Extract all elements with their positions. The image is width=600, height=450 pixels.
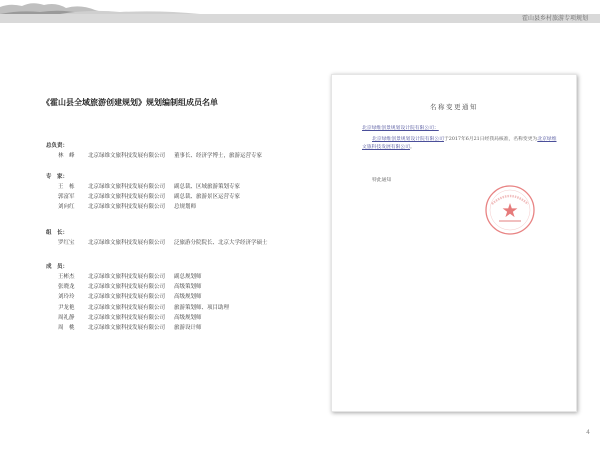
notice-closing: 特此通知 <box>372 178 392 183</box>
member-company: 北京绿维文旅科技发展有限公司 <box>88 240 166 246</box>
document-title: 《霍山县全域旅游创建规划》规划编制组成员名单 <box>42 98 218 107</box>
member-title: 高级规划师 <box>174 294 202 301</box>
member-company: 北京绿维文旅科技发展有限公司 <box>88 304 166 311</box>
notice-old-name: 北京绿维创景规划设计院有限公司 <box>372 137 444 142</box>
notice-title: 名称变更通知 <box>430 103 478 111</box>
notice-body-end: 。 <box>409 145 415 150</box>
member-company: 北京绿维文旅科技发展有限公司 <box>88 204 166 211</box>
notice-new-name: 北京绿维文旅科技发展有限公司 <box>362 137 557 150</box>
member-company: 北京绿维文旅科技发展有限公司 <box>88 284 166 291</box>
header-band <box>0 14 600 23</box>
member-name: 王彬杰 <box>58 274 75 280</box>
member-name: 刘向红 <box>58 204 75 211</box>
member-title: 高级策划师 <box>174 284 202 291</box>
member-name: 罗红宝 <box>58 240 75 246</box>
member-company: 北京绿维文旅科技发展有限公司 <box>88 184 166 190</box>
member-name: 王 栋 <box>58 184 75 190</box>
member-company: 北京绿维文旅科技发展有限公司 <box>88 194 166 201</box>
official-seal <box>484 184 536 236</box>
member-company: 北京绿维文旅科技发展有限公司 <box>88 153 166 159</box>
notice-recipient <box>362 125 562 133</box>
member-title: 泛旅游分院院长、北京大学经济学硕士 <box>174 240 268 246</box>
section-label: 专 家： <box>46 174 69 180</box>
notice-body-mid: 于2017年6月21日经我局核准，名称变更为 <box>443 137 538 142</box>
header-title: 霍山县乡村旅游专项规划 <box>521 15 588 22</box>
member-company: 北京绿维文旅科技发展有限公司 <box>88 314 166 321</box>
notice-recipient-name: 北京绿维创景规划设计院有限公司： <box>362 126 439 131</box>
member-name: 周 桃 <box>58 325 75 331</box>
member-title: 副总裁、旅游景区运营专家 <box>174 194 241 201</box>
section-label: 组 长： <box>46 230 69 236</box>
member-title: 旅游策划师、项目助理 <box>174 304 230 311</box>
page-number: 4 <box>586 429 590 436</box>
member-title: 董事长、经济学博士，旅游运营专家 <box>174 153 263 159</box>
member-name: 尹龙艳 <box>58 304 75 311</box>
member-company: 北京绿维文旅科技发展有限公司 <box>88 274 166 280</box>
section-label: 成 员： <box>46 264 69 270</box>
notice-body <box>362 136 560 152</box>
name-change-notice <box>331 74 577 412</box>
member-name: 张晓龙 <box>58 284 75 291</box>
member-title: 副总规划师 <box>174 274 202 280</box>
member-company: 北京绿维文旅科技发展有限公司 <box>88 294 166 301</box>
member-title: 旅游设计师 <box>174 325 202 331</box>
member-name: 郭富军 <box>58 194 75 201</box>
member-title: 高级规划师 <box>174 314 202 321</box>
member-name: 林 峰 <box>58 153 75 159</box>
page-header <box>0 0 600 23</box>
member-name: 周礼静 <box>58 314 75 321</box>
member-company: 北京绿维文旅科技发展有限公司 <box>88 325 166 331</box>
section-label: 总负责： <box>46 143 69 149</box>
member-title: 副总裁、区域旅游策划专家 <box>174 184 241 190</box>
member-name: 刘玲玲 <box>58 294 75 301</box>
member-title: 总规划师 <box>174 204 197 211</box>
